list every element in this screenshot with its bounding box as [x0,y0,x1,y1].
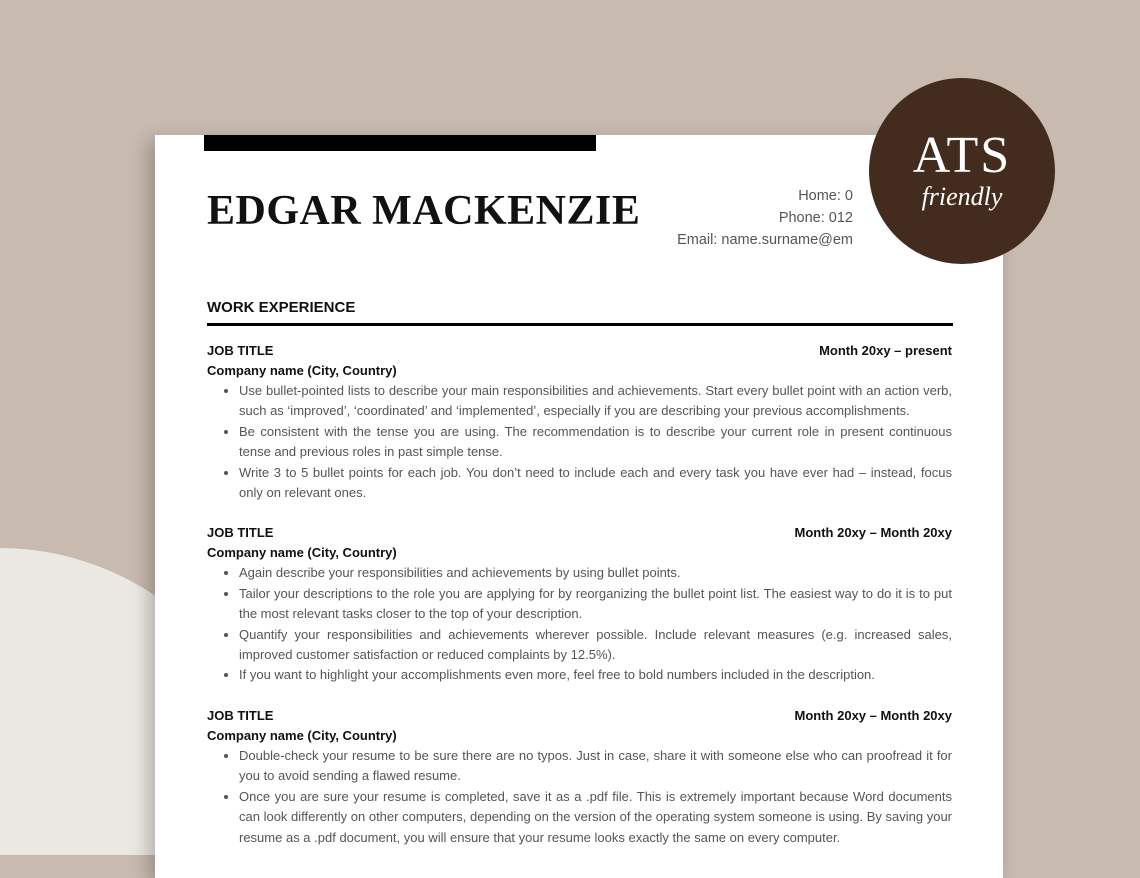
section-title: WORK EXPERIENCE [207,299,953,326]
job-header [207,706,952,726]
bullet-item: • If you want to highlight your accomplishments even more, feel free to bold numbers included in the description. [239,665,952,685]
contact-email: Email: name.surname@em [677,232,853,248]
company-name: Company name (City, Country) [207,363,397,378]
bullet-item: • Use bullet-pointed lists to describe your main responsibilities and achievements. Start every bullet point with an action verb, such as ‘improved’, ‘coordinated’ and ‘implemented’, especially if you are describing your previous accomplishments. [239,381,952,422]
contact-home: Home: 0 [798,188,853,204]
job-title: JOB TITLE [207,343,274,358]
job-header [207,341,952,361]
bullet-list [207,746,952,848]
badge-title: ATS [912,127,1012,184]
bullet-item: • Tailor your descriptions to the role you are applying for by reorganizing the bullet point list. The easiest way to do it is to put the most relevant tasks closer to the top of your description. [239,584,952,625]
bullet-item: • Once you are sure your resume is completed, save it as a .pdf file. This is extremely important because Word documents can look differently on other computers, depending on the version of the operating system someone is using. By saving your resume as a .pdf document, you will ensure that your resume looks exactly the same on every computer. [239,787,952,848]
bullet-item: • Again describe your responsibilities and achievements by using bullet points. [239,563,952,583]
job-title: JOB TITLE [207,707,274,723]
candidate-name: EDGAR MACKENZIE [207,188,641,234]
job-entry [207,706,952,848]
badge-subtitle: friendly [921,182,1003,211]
job-list [207,135,952,848]
job-entry [207,523,952,685]
job-title: JOB TITLE [207,525,274,541]
job-entry [207,341,952,503]
bullet-item: • Write 3 to 5 bullet points for each job. You don’t need to include each and every task you have ever had – instead, focus only on relevant ones. [239,463,952,504]
job-dates: Month 20xy – present [819,343,952,358]
bullet-list [207,563,952,685]
bullet-item: • Double-check your resume to be sure there are no typos. Just in case, share it with someone else who can proofread it for you to avoid sending a flawed resume. [239,746,952,787]
contact-phone: Phone: 012 [778,210,853,226]
company-name: Company name (City, Country) [207,545,397,561]
bullet-item: • Be consistent with the tense you are using. The recommendation is to describe your current role in present continuous tense and previous roles in past simple tense. [239,422,952,463]
job-dates: Month 20xy – Month 20xy [794,707,952,723]
company-name: Company name (City, Country) [207,727,397,743]
ats-badge [869,78,1055,264]
resume-page [155,135,1003,878]
job-dates: Month 20xy – Month 20xy [794,525,952,541]
job-header [207,523,952,543]
bullet-item: • Quantify your responsibilities and achievements wherever possible. Include relevant measures (e.g. increased sales, improved customer satisfaction or reduced complaints by 12.5%). [239,625,952,666]
bullet-list [207,381,952,503]
